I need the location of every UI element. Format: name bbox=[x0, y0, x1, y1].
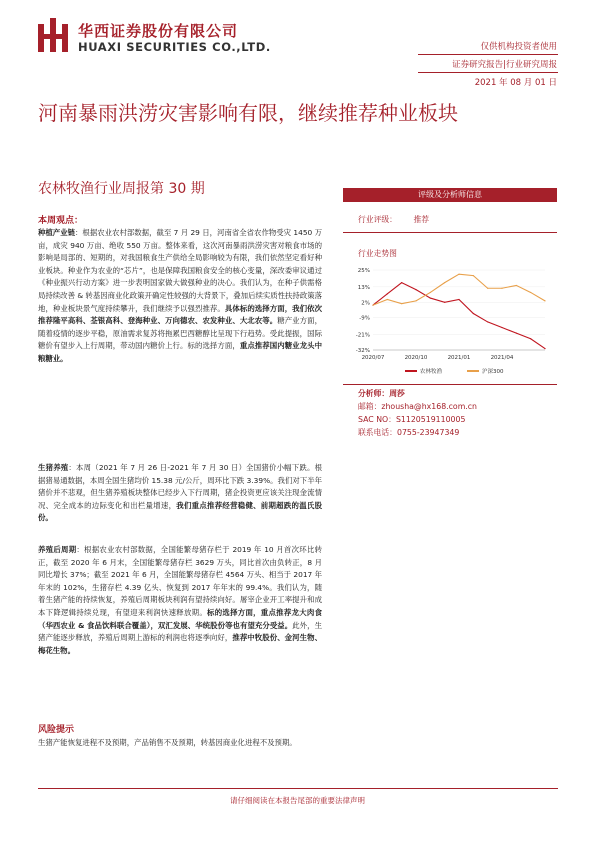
audience-tag: 仅供机构投资者使用 bbox=[480, 42, 557, 52]
report-title: 河南暴雨洪涝灾害影响有限，继续推荐种业板块 bbox=[38, 101, 458, 125]
paragraph-highlight: 标的选择方面，重点推荐龙大肉食（华西农业 & 食品饮料联合覆盖），双汇发展、华统股份等也有望充分受益。 bbox=[38, 607, 322, 630]
paragraph-label: 养殖后周期 bbox=[38, 545, 77, 554]
data-point bbox=[487, 288, 488, 289]
analyst-line bbox=[358, 388, 405, 399]
data-point bbox=[473, 275, 474, 276]
report-type-tag: 证券研究报告|行业研究周报 bbox=[452, 60, 557, 70]
paragraph-text: ：本周（2021 年 7 月 26 日-2021 年 7 月 30 日）全国猪价小幅下跌。根据猪易通数据，本周全国生猪均价 15.38 元/公斤，周环比下跌 3.39%。我们对下半年猪价并不悲观，但生猪养殖板块整体已经步入下行周期，猪企投资更应该关注现金流情况、完全成本的边际变化和出栏量增速， bbox=[38, 463, 322, 510]
industry-trend-chart bbox=[345, 264, 555, 384]
series-line bbox=[373, 283, 545, 349]
data-point bbox=[501, 288, 502, 289]
data-point bbox=[444, 302, 445, 303]
data-point bbox=[430, 292, 431, 293]
company-name-cn: 华西证券股份有限公司 bbox=[78, 22, 239, 40]
y-tick-label: -21% bbox=[355, 332, 370, 339]
y-tick-label: 2% bbox=[361, 300, 370, 307]
rating-box-header: 评级及分析师信息 bbox=[343, 188, 557, 202]
paragraph-highlight: 推荐中牧股份、金河生物、梅花生物。 bbox=[38, 633, 322, 655]
paragraph-highlight: 具体标的选择方面，我们依次推荐隆平高科、荃银高科、登海种业、万向德农、农发种业、大北农等。 bbox=[38, 303, 322, 326]
data-point bbox=[372, 304, 373, 305]
data-point bbox=[458, 299, 459, 300]
company-logo-icon bbox=[38, 18, 68, 52]
header-divider bbox=[418, 72, 558, 73]
paragraph-highlight: 重点推荐国内糖业龙头中粮糖业。 bbox=[38, 341, 322, 363]
legend-label: 沪深300 bbox=[482, 369, 504, 375]
paragraph-text: 糖产业方面，随着疫情的逐步平稳，原油需求复苏将拖累巴西糖醇比呈现下行趋势。受此提振，国际糖价有望步入上行周期，带动国内糖价上行。标的选择方面， bbox=[38, 316, 322, 351]
data-point bbox=[415, 289, 416, 290]
analyst-sac: SAC NO：S1120519110005 bbox=[358, 415, 466, 424]
paragraph-label: 种植产业链 bbox=[38, 228, 76, 237]
legend-label: 农林牧渔 bbox=[420, 369, 443, 375]
data-point bbox=[516, 285, 517, 286]
paragraph-post-cycle bbox=[38, 544, 322, 657]
data-point bbox=[473, 313, 474, 314]
header-divider bbox=[418, 54, 558, 55]
data-point bbox=[387, 293, 388, 294]
paragraph-text: ：根据农业农村部数据，截至 7 月 29 日，河南省全省农作物受灾 1450 万亩，成灾 940 万亩、绝收 550 万亩。整体来看，这次河南暴雨洪涝灾害对粮食市场的影响是局部的、短期的，对我国粮食生产供给全局影响较为有限，我们依然坚定看好种业板块。种业作为农业的“芯片”，也是保障我国粮食安全的核心变量，深改委审议通过《种业振兴行动方案》进一步表明国家做大做强种业的决心。我们认为，在种子供需格局持续改善 & 转基因商业化政策开确定性较强的大背景下，叠加后续实质性扶持政策落地，种业板块景气度持续攀升，我们继续予以强烈推荐。 bbox=[38, 228, 322, 313]
paragraph-text: 此外，生猪产能逐步释放，养殖后周期上游标的利润也将逐季向好， bbox=[38, 620, 322, 643]
x-tick-label: 2020/10 bbox=[404, 355, 428, 361]
data-point bbox=[401, 303, 402, 304]
data-point bbox=[530, 338, 531, 339]
analyst-name: 周莎 bbox=[389, 389, 405, 398]
paragraph-hog bbox=[38, 462, 322, 525]
data-point bbox=[444, 282, 445, 283]
x-tick-label: 2021/01 bbox=[447, 355, 471, 361]
industry-rating bbox=[358, 214, 429, 225]
data-point bbox=[544, 300, 545, 301]
data-point bbox=[487, 321, 488, 322]
footer-divider bbox=[38, 788, 558, 789]
data-point bbox=[415, 300, 416, 301]
data-point bbox=[501, 327, 502, 328]
rating-label: 行业评级： bbox=[358, 215, 397, 224]
paragraph-planting bbox=[38, 227, 322, 366]
risk-text: 生猪产能恢复进程不及预期，产品销售不及预期，转基因商业化进程不及预期。 bbox=[38, 738, 297, 747]
y-tick-label: 13% bbox=[357, 284, 370, 291]
rating-value: 推荐 bbox=[413, 215, 430, 224]
analyst-email: 邮箱：zhousha@hx168.com.cn bbox=[358, 402, 477, 411]
data-point bbox=[430, 297, 431, 298]
paragraph-text: ：根据农业农村部数据，全国能繁母猪存栏于 2019 年 10 月首次环比转正，截至 2020 年 6 月末，全国能繁母猪存栏 3629 万头，同比首次由负转正，8 月同比增长 37%；截至 2021 年 6 月，全国能繁母猪存栏 4564 万头、相当于 2017 年年末的 102%，生猪存栏 4.39 亿头、恢复到 2017 年年末的 99.4%。我们认为，随着生猪产能的持续恢复，养殖后周期板块利润有望持续向好。屠宰企业开工率提升和成本下降逻辑持续兑现，有望迎来利润快速释放期。 bbox=[38, 545, 322, 617]
y-tick-label: 25% bbox=[357, 268, 370, 274]
report-date: 2021 年 08 月 01 日 bbox=[474, 78, 557, 88]
trend-chart-label: 行业走势图 bbox=[358, 249, 397, 258]
analyst-phone: 联系电话：0755-23947349 bbox=[358, 428, 460, 437]
data-point bbox=[516, 333, 517, 334]
view-heading: 本周观点： bbox=[38, 216, 84, 226]
y-tick-label: -32% bbox=[355, 348, 370, 354]
data-point bbox=[387, 299, 388, 300]
data-point bbox=[544, 348, 545, 349]
sidebar-divider bbox=[343, 232, 557, 233]
paragraph-label: 生猪养殖 bbox=[38, 463, 69, 472]
x-tick-label: 2020/07 bbox=[361, 355, 385, 361]
risk-heading: 风险提示 bbox=[38, 725, 75, 735]
analyst-label: 分析师： bbox=[358, 389, 390, 398]
company-name-en: HUAXI SECURITIES CO.,LTD. bbox=[78, 40, 271, 54]
paragraph-highlight: 我们重点推荐经营稳健、前期超跌的温氏股份。 bbox=[38, 500, 322, 523]
y-tick-label: -9% bbox=[359, 315, 370, 322]
data-point bbox=[458, 274, 459, 275]
data-point bbox=[530, 292, 531, 293]
series-line bbox=[373, 274, 545, 305]
sidebar-divider bbox=[343, 384, 557, 385]
data-point bbox=[401, 282, 402, 283]
report-subtitle: 农林牧渔行业周报第 30 期 bbox=[38, 181, 205, 197]
legal-footer: 请仔细阅读在本报告尾部的重要法律声明 bbox=[230, 796, 365, 805]
x-tick-label: 2021/04 bbox=[490, 355, 514, 361]
